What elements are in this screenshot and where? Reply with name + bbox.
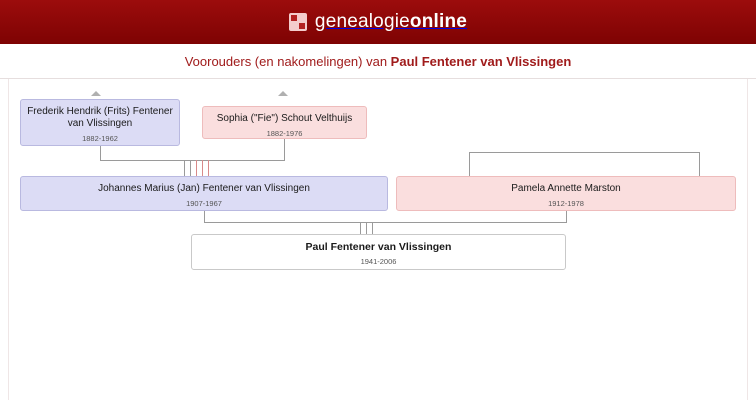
brand-name-prefix: genealogie [314,11,410,32]
connector-line [566,211,567,222]
connector-line [184,160,185,176]
connector-line [284,139,285,160]
brand-wordmark [315,11,467,33]
brand-home-link[interactable] [289,11,467,33]
page-title-prefix: Voorouders (en nakomelingen) van [184,53,391,69]
connector-line [360,222,361,234]
family-tree-canvas [0,79,756,400]
person-years: 1907-1967 [186,199,222,208]
connector-line-sibling [202,160,203,176]
person-name: Pamela Annette Marston [511,183,621,194]
person-card-father[interactable] [20,176,388,211]
connector-line-sibling [208,160,209,176]
person-name: Sophia ("Fie") Schout Velthuijs [216,113,353,124]
site-header [0,0,756,44]
connector-line [372,222,373,234]
person-years: 1912-1978 [548,199,584,208]
person-years: 1941-2006 [360,257,397,266]
connector-line [469,152,470,176]
brand-name-suffix: online [409,11,468,32]
connector-line-sibling [196,160,197,176]
connector-line [100,160,285,161]
person-years: 1882-1976 [266,129,303,138]
connector-line [366,222,367,234]
connector-line [190,160,191,176]
page-title-bar [0,44,756,79]
connector-line [204,211,205,222]
connector-line [469,152,699,153]
person-card-focus[interactable] [191,234,566,270]
genealogie-logo-icon [289,13,307,31]
page-title [185,54,572,69]
person-name: Frederik Hendrik (Frits) Fentener van Vlissingen [27,106,173,129]
person-name: Johannes Marius (Jan) Fentener van Vlissingen [98,183,310,194]
connector-line [204,222,567,223]
person-years: 1882-1962 [82,134,118,143]
person-name: Paul Fentener van Vlissingen [305,241,452,253]
connector-line [100,146,101,160]
person-card-father-father[interactable] [20,99,180,146]
connector-line [699,152,700,176]
page-title-person: Paul Fentener van Vlissingen [390,53,572,69]
caret-up-icon[interactable] [91,91,101,96]
person-card-mother[interactable] [396,176,736,211]
person-card-father-mother[interactable] [202,106,367,139]
caret-up-icon[interactable] [278,91,288,96]
